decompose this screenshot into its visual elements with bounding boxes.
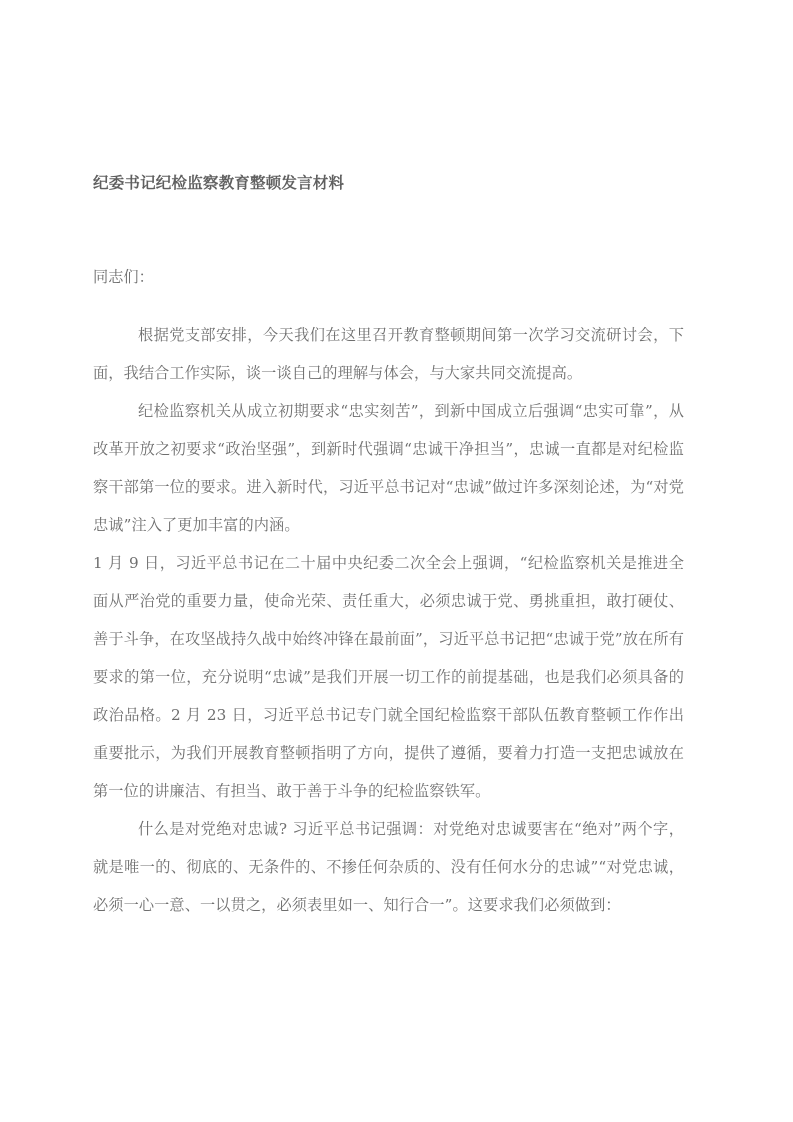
paragraph-4: 什么是对党绝对忠诚? 习近平总书记强调：对党绝对忠诚要害在“绝对”两个字，就是唯一的、彻底的、无条件的、不掺任何杂质的、没有任何水分的忠诚”“对党忠诚，必须一心一意、一以贯之，必须表里如一、知行合一”。这要求我们必须做到： xyxy=(93,820,684,914)
salutation-line: 同志们： xyxy=(93,268,154,286)
paragraph-3: 1 月 9 日，习近平总书记在二十届中央纪委二次全会上强调，“纪检监察机关是推进全面从严治党的重要力量，使命光荣、责任重大，必须忠诚于党、勇挑重担，敢打硬仗、善于斗争，在攻坚战持久战中始终冲锋在最前面”，习近平总书记把“忠诚于党”放在所有要求的第一位，充分说明“忠诚”是我们开展一切工作的前提基础，也是我们必须具备的政治品格。2 月 23 日，习近平总书记专门就全国纪检监察干部队伍教育整顿工作作出重要批示，为我们开展教育整顿指明了方向，提供了遵循，要着力打造一支把忠诚放在第一位的讲廉洁、有担当、敢于善于斗争的纪检监察铁军。 xyxy=(93,554,684,800)
page-title: 纪委书记纪检监察教育整顿发言材料 xyxy=(93,174,345,192)
paragraph-2: 纪检监察机关从成立初期要求“忠实刻苦”，到新中国成立后强调“忠实可靠”，从改革开放之初要求“政治坚强”，到新时代强调“忠诚干净担当”，忠诚一直都是对纪检监察干部第一位的要求。进入新时代，习近平总书记对“忠诚”做过许多深刻论述，为“对党忠诚”注入了更加丰富的内涵。 xyxy=(93,402,684,534)
document-body xyxy=(93,258,684,924)
paragraph-1: 根据党支部安排，今天我们在这里召开教育整顿期间第一次学习交流研讨会，下面，我结合工作实际，谈一谈自己的理解与体会，与大家共同交流提高。 xyxy=(93,326,684,382)
